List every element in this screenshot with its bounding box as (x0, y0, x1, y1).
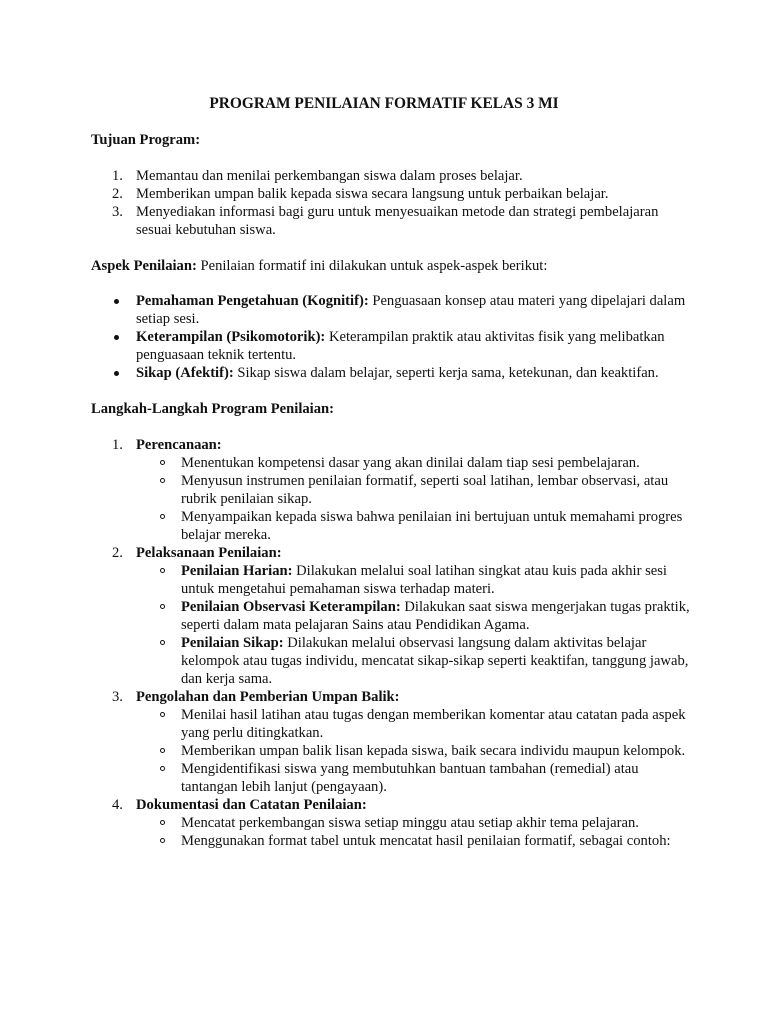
sub-item-text: Menyampaikan kepada siswa bahwa penilaian ini bertujuan untuk memahami progres belajar mereka. (181, 509, 683, 543)
tujuan-item (91, 185, 691, 203)
tujuan-heading: Tujuan Program: (91, 132, 201, 148)
sub-item-text: Memberikan umpan balik lisan kepada siswa, baik secara individu maupun kelompok. (181, 743, 686, 759)
circle-bullet-icon (160, 514, 165, 519)
list-number: 1. (112, 168, 123, 184)
sub-item-text: Mencatat perkembangan siswa setiap minggu atau setiap akhir tema pelajaran. (181, 815, 639, 831)
aspek-paragraph (91, 257, 691, 275)
list-number: 3. (112, 689, 123, 705)
sub-item (136, 814, 691, 832)
sub-item-label: Penilaian Observasi Keterampilan: (181, 599, 401, 615)
list-number: 1. (112, 437, 123, 453)
sub-item-label: Penilaian Harian: (181, 563, 293, 579)
langkah-sub-list (136, 454, 691, 544)
tujuan-item (91, 167, 691, 185)
sub-item (136, 598, 691, 634)
aspek-item-label: Pemahaman Pengetahuan (Kognitif): (136, 293, 369, 309)
aspek-item-text: Keterampilan praktik atau aktivitas fisik yang melibatkan penguasaan teknik tertentu. (136, 329, 665, 363)
aspek-item-text: Sikap siswa dalam belajar, seperti kerja sama, ketekunan, dan keaktifan. (233, 365, 659, 381)
sub-item-text: Menggunakan format tabel untuk mencatat hasil penilaian formatif, sebagai contoh: (181, 833, 671, 849)
sub-item (136, 454, 691, 472)
langkah-step-title: Pelaksanaan Penilaian: (136, 545, 282, 561)
list-number: 2. (112, 186, 123, 202)
aspek-item-text: Penguasaan konsep atau materi yang dipelajari dalam setiap sesi. (136, 293, 686, 327)
sub-item-text: Dilakukan melalui soal latihan singkat atau kuis pada akhir sesi untuk mengetahui pemahaman siswa terhadap materi. (181, 563, 667, 597)
list-number: 2. (112, 545, 123, 561)
langkah-sub-list (136, 706, 691, 796)
circle-bullet-icon (160, 478, 165, 483)
sub-item (136, 562, 691, 598)
aspek-item-label: Sikap (Afektif): (136, 365, 234, 381)
bullet-icon (114, 371, 119, 376)
sub-item (136, 706, 691, 742)
sub-item (136, 508, 691, 544)
circle-bullet-icon (160, 640, 165, 645)
tujuan-item-text: Memberikan umpan balik kepada siswa secara langsung untuk perbaikan belajar. (136, 186, 609, 202)
langkah-heading: Langkah-Langkah Program Penilaian: (91, 401, 334, 417)
bullet-icon (114, 335, 119, 340)
sub-item (136, 760, 691, 796)
document-title: PROGRAM PENILAIAN FORMATIF KELAS 3 MI (209, 95, 559, 112)
langkah-step (91, 796, 691, 850)
list-number: 3. (112, 204, 123, 220)
circle-bullet-icon (160, 820, 165, 825)
sub-item (136, 742, 691, 760)
circle-bullet-icon (160, 460, 165, 465)
aspek-item (91, 292, 691, 328)
sub-item (136, 472, 691, 508)
tujuan-item (91, 203, 691, 239)
circle-bullet-icon (160, 568, 165, 573)
circle-bullet-icon (160, 604, 165, 609)
langkah-step-title: Perencanaan: (136, 437, 222, 453)
tujuan-list (91, 167, 691, 239)
list-number: 4. (112, 797, 123, 813)
bullet-icon (114, 299, 119, 304)
langkah-step-title: Dokumentasi dan Catatan Penilaian: (136, 797, 367, 813)
circle-bullet-icon (160, 748, 165, 753)
tujuan-item-text: Menyediakan informasi bagi guru untuk menyesuaikan metode dan strategi pembelajaran sesuai kebutuhan siswa. (136, 204, 659, 238)
sub-item-text: Menentukan kompetensi dasar yang akan dinilai dalam tiap sesi pembelajaran. (181, 455, 640, 471)
langkah-list (91, 436, 691, 850)
langkah-sub-list (136, 562, 691, 688)
sub-item (136, 832, 691, 850)
sub-item-text: Menilai hasil latihan atau tugas dengan memberikan komentar atau catatan pada aspek yang perlu ditingkatkan. (181, 707, 686, 741)
langkah-sub-list (136, 814, 691, 850)
sub-item-label: Penilaian Sikap: (181, 635, 284, 651)
sub-item-text: Mengidentifikasi siswa yang membutuhkan bantuan tambahan (remedial) atau tantangan lebih lanjut (pengayaan). (181, 761, 639, 795)
sub-item-text: Dilakukan melalui observasi langsung dalam aktivitas belajar kelompok atau tugas individu, mencatat sikap-sikap seperti keaktifan, tanggung jawab, dan kerja sama. (181, 635, 689, 687)
aspek-list (91, 292, 691, 382)
sub-item-text: Menyusun instrumen penilaian formatif, seperti soal latihan, lembar observasi, atau rubrik penilaian sikap. (181, 473, 669, 507)
aspek-heading: Aspek Penilaian: (91, 258, 197, 274)
sub-item (136, 634, 691, 688)
circle-bullet-icon (160, 712, 165, 717)
tujuan-item-text: Memantau dan menilai perkembangan siswa dalam proses belajar. (136, 168, 523, 184)
aspek-item-label: Keterampilan (Psikomotorik): (136, 329, 326, 345)
circle-bullet-icon (160, 766, 165, 771)
aspek-item (91, 328, 691, 364)
sub-item-text: Dilakukan saat siswa mengerjakan tugas praktik, seperti dalam mata pelajaran Sains atau Pendidikan Agama. (181, 599, 690, 633)
langkah-step-title: Pengolahan dan Pemberian Umpan Balik: (136, 689, 400, 705)
circle-bullet-icon (160, 838, 165, 843)
langkah-step (91, 436, 691, 544)
aspek-item (91, 364, 691, 382)
langkah-step (91, 688, 691, 796)
langkah-step (91, 544, 691, 688)
aspek-intro: Penilaian formatif ini dilakukan untuk aspek-aspek berikut: (196, 258, 548, 274)
